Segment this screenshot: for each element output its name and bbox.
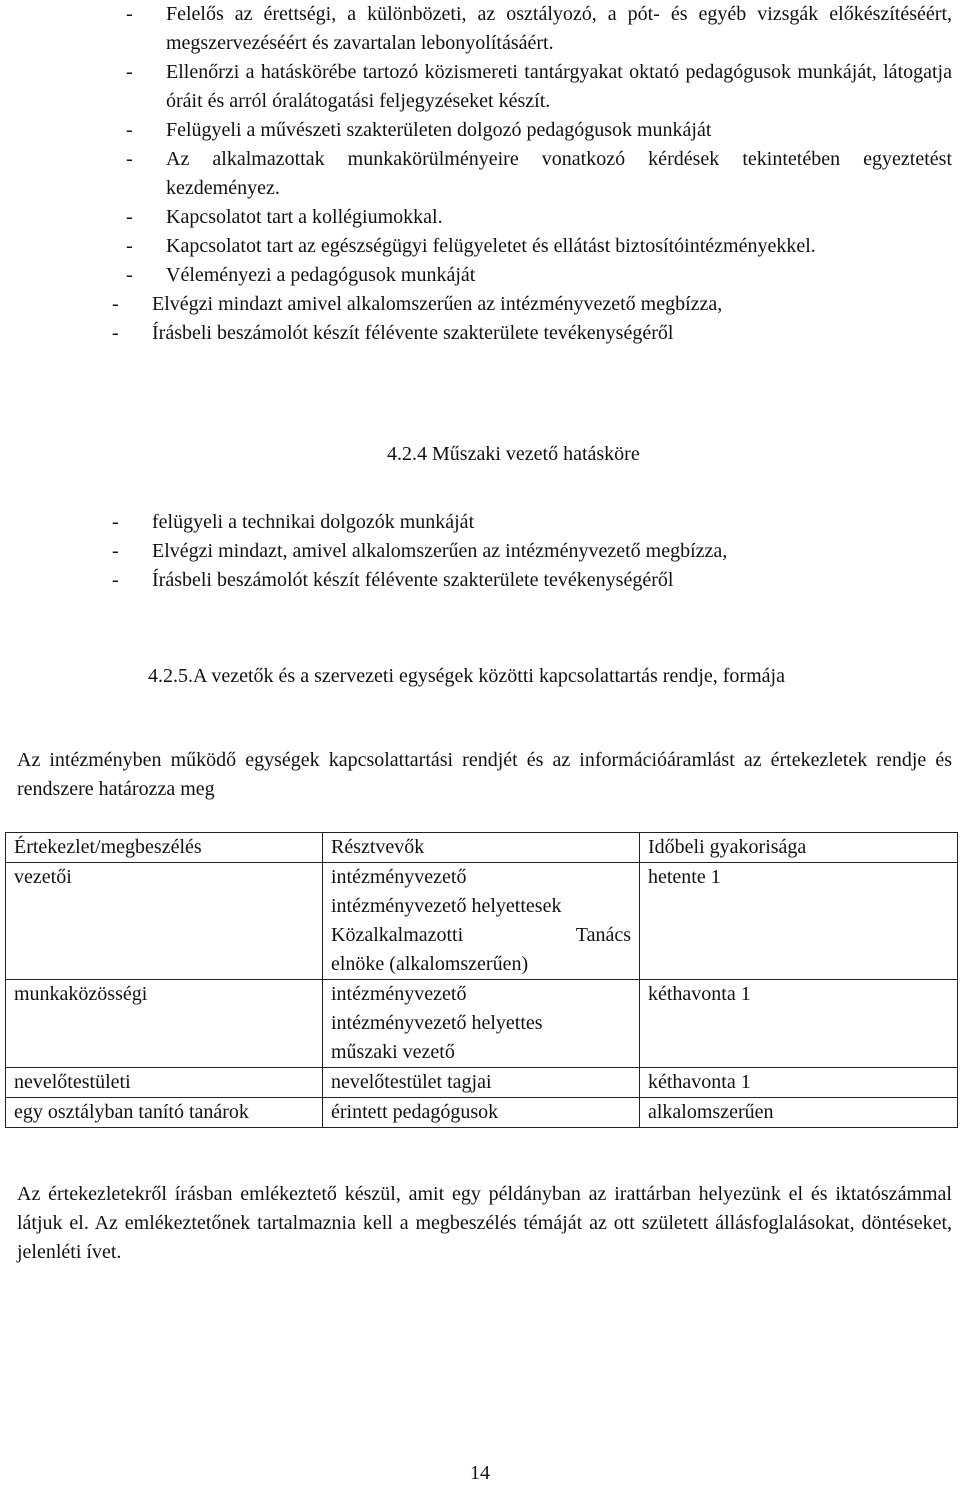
list-item bbox=[0, 203, 960, 232]
page-number: 14 bbox=[470, 1462, 490, 1484]
table-header-row bbox=[6, 833, 958, 863]
responsibilities-list bbox=[0, 0, 960, 348]
list-dash: - bbox=[112, 322, 119, 344]
meeting-participants bbox=[323, 1098, 640, 1128]
list-dash: - bbox=[126, 61, 133, 83]
table-header-cell: Résztvevők bbox=[323, 833, 640, 863]
participant: intézményvezető bbox=[331, 983, 467, 1005]
list-item bbox=[0, 145, 960, 203]
list-item-text: Kapcsolatot tart az egészségügyi felügyeletet és ellátást biztosítóintézményekkel. bbox=[166, 235, 816, 257]
list-item bbox=[0, 261, 960, 290]
list-item-text: Elvégzi mindazt, amivel alkalomszerűen az intézményvezető megbízza, bbox=[152, 540, 728, 562]
participant: érintett pedagógusok bbox=[331, 1101, 499, 1123]
list-dash: - bbox=[112, 540, 119, 562]
meeting-participants bbox=[323, 980, 640, 1068]
list-dash: - bbox=[112, 569, 119, 591]
technical-manager-duties-list bbox=[0, 508, 960, 595]
meeting-frequency: kéthavonta 1 bbox=[640, 980, 958, 1068]
list-item-text: Felelős az érettségi, a különbözeti, az osztályozó, a pót- és egyéb vizsgák előkészítéséért, megszervezéséért és zavartalan lebonyolításáért. bbox=[166, 3, 952, 54]
meeting-participants bbox=[323, 1068, 640, 1098]
list-item-text: Írásbeli beszámolót készít félévente szakterülete tevékenységéről bbox=[152, 569, 674, 591]
list-item-text: Véleményezi a pedagógusok munkáját bbox=[166, 264, 476, 286]
participant: intézményvezető helyettes bbox=[331, 1012, 543, 1034]
participant: intézményvezető helyettesek bbox=[331, 895, 562, 917]
list-item bbox=[0, 537, 960, 566]
list-item bbox=[0, 290, 960, 319]
list-item-text: Kapcsolatot tart a kollégiumokkal. bbox=[166, 206, 443, 228]
meeting-participants bbox=[323, 863, 640, 980]
list-dash: - bbox=[112, 293, 119, 315]
participant: Közalkalmazotti Tanács bbox=[331, 924, 631, 946]
list-dash: - bbox=[126, 148, 133, 170]
list-item bbox=[0, 58, 960, 116]
list-item bbox=[0, 0, 960, 58]
participant: intézményvezető bbox=[331, 866, 467, 888]
participant: elnöke (alkalomszerűen) bbox=[331, 953, 529, 975]
table-row bbox=[6, 863, 958, 980]
meeting-type: vezetői bbox=[6, 863, 323, 980]
minutes-note-paragraph: Az értekezletekről írásban emlékeztető készül, amit egy példányban az irattárban helyezünk el és iktatószámmal látjuk el. Az emlékeztetőnek tartalmaznia kell a megbeszélés témáját az ott született állásfoglalásokat, döntéseket, jelenléti ívet. bbox=[17, 1183, 952, 1263]
list-item-text: Az alkalmazottak munkakörülményeire vonatkozó kérdések tekintetében egyeztetést kezdeményez. bbox=[166, 148, 952, 199]
meeting-frequency: alkalomszerűen bbox=[640, 1098, 958, 1128]
list-item bbox=[0, 116, 960, 145]
table-row bbox=[6, 1068, 958, 1098]
list-item bbox=[0, 319, 960, 348]
list-dash: - bbox=[126, 119, 133, 141]
list-item bbox=[0, 566, 960, 595]
list-item-text: Felügyeli a művészeti szakterületen dolgozó pedagógusok munkáját bbox=[166, 119, 712, 141]
list-dash: - bbox=[126, 235, 133, 257]
table-row bbox=[6, 1098, 958, 1128]
table-header-cell: Időbeli gyakorisága bbox=[640, 833, 958, 863]
participant: nevelőtestület tagjai bbox=[331, 1071, 492, 1093]
participant: műszaki vezető bbox=[331, 1041, 455, 1063]
intro-paragraph: Az intézményben működő egységek kapcsolattartási rendjét és az információáramlást az értekezletek rendje és rendszere határozza meg bbox=[17, 749, 952, 800]
meeting-type: egy osztályban tanító tanárok bbox=[6, 1098, 323, 1128]
list-item-text: Írásbeli beszámolót készít félévente szakterülete tevékenységéről bbox=[152, 322, 674, 344]
list-item-text: felügyeli a technikai dolgozók munkáját bbox=[152, 511, 475, 533]
list-item bbox=[0, 232, 960, 261]
table-row bbox=[6, 980, 958, 1068]
list-item-text: Elvégzi mindazt amivel alkalomszerűen az intézményvezető megbízza, bbox=[152, 293, 723, 315]
list-item bbox=[0, 508, 960, 537]
table-header-cell: Értekezlet/megbeszélés bbox=[6, 833, 323, 863]
meeting-type: nevelőtestületi bbox=[6, 1068, 323, 1098]
list-dash: - bbox=[126, 264, 133, 286]
section-heading-technical-manager: 4.2.4 Műszaki vezető hatásköre bbox=[387, 443, 640, 465]
meeting-frequency: hetente 1 bbox=[640, 863, 958, 980]
list-item-text: Ellenőrzi a hatáskörébe tartozó közismereti tantárgyakat oktató pedagógusok munkáját, látogatja óráit és arról óralátogatási feljegyzéseket készít. bbox=[166, 61, 952, 112]
meetings-table bbox=[5, 832, 958, 1128]
section-heading-communication: 4.2.5.A vezetők és a szervezeti egységek közötti kapcsolattartás rendje, formája bbox=[148, 665, 785, 687]
meeting-type: munkaközösségi bbox=[6, 980, 323, 1068]
list-dash: - bbox=[112, 511, 119, 533]
list-dash: - bbox=[126, 3, 133, 25]
list-dash: - bbox=[126, 206, 133, 228]
meeting-frequency: kéthavonta 1 bbox=[640, 1068, 958, 1098]
